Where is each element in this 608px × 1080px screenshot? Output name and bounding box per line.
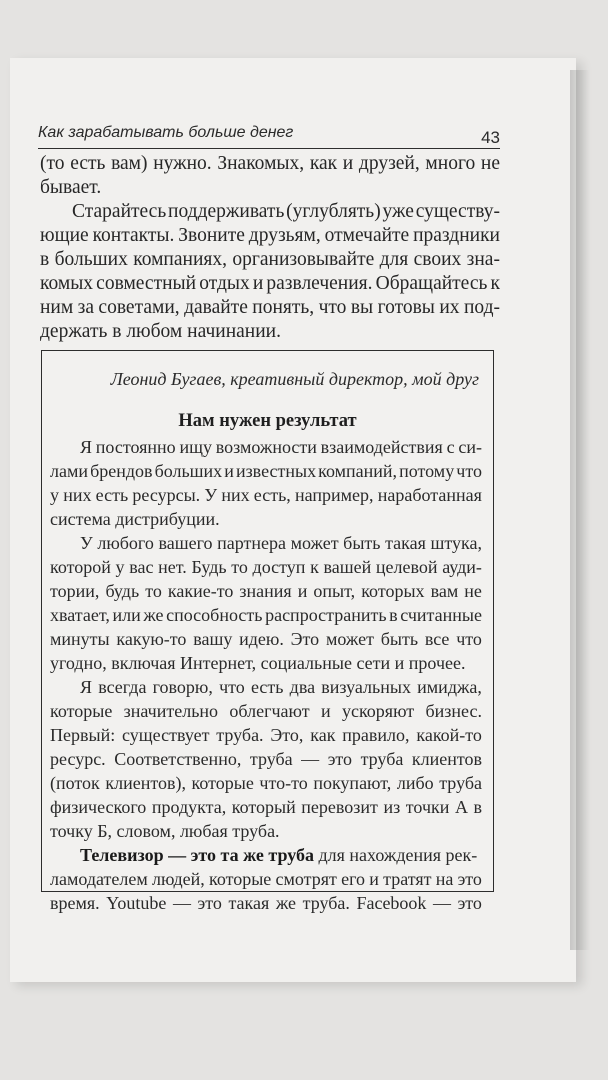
quote-line: физического продукта, который перевозит из точки А в [50, 797, 482, 817]
quote-line: у них есть ресурсы. У них есть, например, наработанная [50, 485, 482, 505]
body-paragraphs [40, 152, 500, 344]
quote-line: лами брендов больших и известных компаний, потому что [50, 461, 482, 481]
running-head [38, 122, 500, 149]
quote-line: Первый: существует труба. Это, как правило, какой-то [50, 725, 482, 745]
quote-line: время. Youtube — это такая же труба. Facebook — это [50, 893, 482, 913]
quote-title: Нам нужен результат [178, 411, 357, 431]
quote-line: ресурс. Соответственно, труба — это труба клиентов [50, 749, 482, 769]
quote-author: Леонид Бугаев, креативный директор, мой друг [110, 369, 479, 389]
body-line: комых совместный отдых и развлечения. Обращайтесь к [40, 273, 500, 294]
body-line: ним за советами, давайте понять, что вы готовы их под- [40, 297, 500, 318]
quote-line: Я постоянно ищу возможности взаимодействия с си- [80, 437, 482, 457]
page-number: 43 [481, 128, 500, 147]
quote-line: угодно, включая Интернет, социальные сети и прочее. [50, 653, 466, 673]
quote-line: ламодателем людей, которые смотрят его и тратят на это [50, 869, 482, 889]
quote-line: которые значительно облегчают и ускоряют бизнес. [50, 701, 482, 721]
quote-line: У любого вашего партнера может быть такая штука, [80, 533, 482, 553]
quote-line: Я всегда говорю, что есть два визуальных имиджа, [80, 677, 482, 697]
quote-line: система дистрибуции. [50, 509, 220, 529]
page-edge-shadow [570, 70, 590, 950]
quote-line: которой у вас нет. Будь то доступ к вашей целевой ауди- [50, 557, 482, 577]
quote-line: тории, будь то какие-то знания и опыт, которых вам не [50, 581, 482, 601]
quote-line: точку Б, словом, любая труба. [50, 821, 280, 841]
quote-box [41, 350, 494, 913]
quote-line: минуты какую-то вашу идею. Это может быть все что [50, 629, 482, 649]
body-line: в больших компаниях, организовывайте для своих зна- [40, 249, 500, 270]
quote-line: (поток клиентов), которые что-то покупают, либо труба [50, 773, 482, 793]
body-line: бывает. [40, 177, 102, 198]
body-line: ющие контакты. Звоните друзьям, отмечайте праздники [40, 225, 500, 246]
quote-line: Телевизор — это та же труба для нахождения рек- [80, 845, 478, 865]
body-line: Старайтесь поддерживать (углублять) уже существу- [72, 201, 500, 222]
running-head-title: Как зарабатывать больше денег [38, 124, 294, 141]
body-line: (то есть вам) нужно. Знакомых, как и друзей, много не [40, 153, 500, 174]
quote-text [50, 435, 482, 915]
bold-phrase: Телевизор — это та же труба [80, 845, 314, 865]
body-line: держать в любом начинании. [40, 321, 281, 342]
quote-line: хватает, или же способность распространить в считанные [50, 605, 482, 625]
